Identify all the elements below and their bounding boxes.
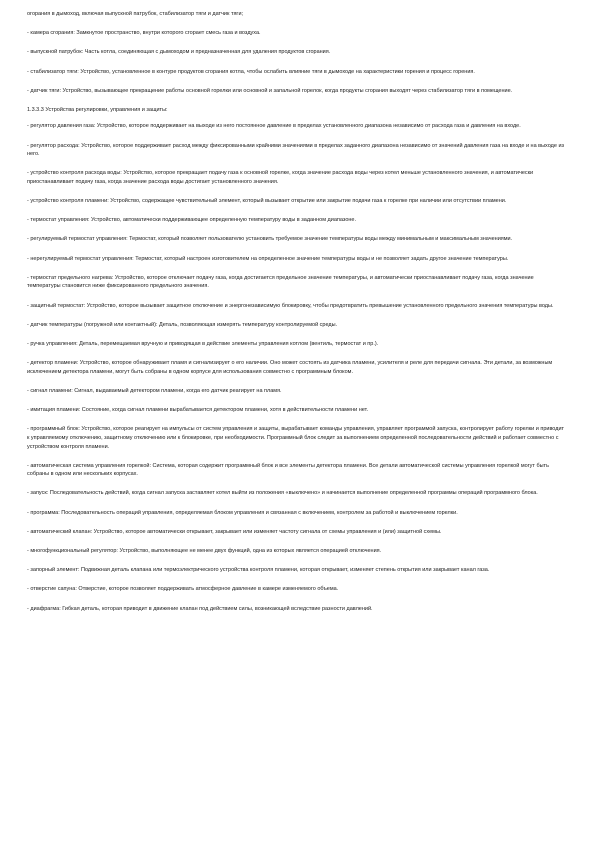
paragraph-24: - автоматический клапан: Устройство, которое автоматически открывает, закрывает или изменяет частоту сигнала от схемы управления и (или) защитной схемы. bbox=[27, 528, 442, 535]
paragraph-18: - сигнал пламени: Сигнал, выдаваемый детектором пламени, когда его датчик реагирует на пламя. bbox=[27, 387, 282, 394]
paragraph-26: - запорный элемент: Подвижная деталь клапана или термоэлектрического устройства контроля пламени, которая открывает, изменяет степень открытия или закрывает канал газа. bbox=[27, 567, 490, 574]
paragraph-11: - регулируемый термостат управления: Термостат, который позволяет пользователю установить требуемое значение температуры воды между минимальным и максимальным значениями. bbox=[27, 236, 513, 243]
paragraph-4: - датчик тяги: Устройство, вызывающее прекращение работы основной горелки или основной и запальной горелок, когда продукты сгорания выходят через стабилизатор тяги в помещение. bbox=[27, 87, 513, 94]
paragraph-22: - запуск: Последовательность действий, когда сигнал запуска заставляет котел выйти из положения «выключено» и начинается выполнение определенной программы операций программного блока. bbox=[27, 490, 538, 497]
paragraph-15: - датчик температуры (погружной или контактный): Деталь, позволяющая измерять температуру контролируемой среды. bbox=[27, 321, 338, 328]
paragraph-23: - программа: Последовательность операций управления, определяемая блоком управления и связанная с включением, контролем за работой и выключением горелки. bbox=[27, 509, 458, 516]
section-heading: 1.3.3.3 Устройства регулировки, управления и защиты: bbox=[27, 106, 168, 113]
paragraph-8: - устройство контроля расхода воды: Устройство, которое прекращает подачу газа к основной горелке, когда значение расхода воды через котел меньше установленного значения, и автоматически приостанавливает подачу газа, когда значение расхода воды достигает установленного значения. bbox=[27, 170, 534, 185]
paragraph-28: - диафрагма: Гибкая деталь, которая приводит в движение клапан под действием силы, возникающей вследствие разности давлений. bbox=[27, 605, 373, 612]
paragraph-10: - термостат управления: Устройство, автоматически поддерживающее определенную температуру воды в заданном диапазоне. bbox=[27, 217, 357, 224]
paragraph-20: - программный блок: Устройство, которое реагирует на импульсы от систем управления и защиты, вырабатывает команды управления, управляет программой запуска, контролирует работу горелки и приводит к управляемому отключению, защитному отключению или к блокировке, при необходимости. Программный блок следит за выполнением определенной последовательности действий и работает совместно с устройством контроля пламени. bbox=[27, 426, 565, 450]
paragraph-14: - защитный термостат: Устройство, которое вызывает защитное отключение и энергонезависимую блокировку, чтобы предотвратить превышение установленного предельного значения температуры воды. bbox=[27, 302, 554, 309]
paragraph-13: - термостат предельного нагрева: Устройство, которое отключает подачу газа, когда достигается предельное значение температуры, и автоматически приостанавливает подачу газа, когда значение температуры становится ниже фиксированного предельного значения. bbox=[27, 274, 534, 290]
paragraph-12: - нерегулируемый термостат управления: Термостат, который настроен изготовителем на определенное значение температуры воды и не позволяет задать другое значение температуры. bbox=[27, 255, 509, 262]
paragraph-3: - стабилизатор тяги: Устройство, установленное в контуре продуктов сгорания котла, чтобы ослабить влияние тяги в дымоходе на характеристики горения и процесс горения. bbox=[27, 68, 475, 75]
paragraph-27: - отверстие сапуна: Отверстие, которое позволяет поддерживать атмосферное давление в камере изменяемого объема. bbox=[27, 586, 339, 593]
paragraph-1: - камера сгорания: Замкнутое пространство, внутри которого сгорает смесь газа и воздуха. bbox=[27, 30, 261, 37]
paragraph-7: - регулятор расхода: Устройство, которое поддерживает расход между фиксированными крайними значениями в пределах заданного диапазона независимо от значений давления газа на входе и на выходе из него. bbox=[27, 142, 565, 158]
paragraph-25: - многофункциональный регулятор: Устройство, выполняющее не менее двух функций, одна из которых является операцией отключения. bbox=[27, 548, 382, 555]
paragraph-16: - ручка управления: Деталь, перемещаемая вручную и приводящая в действие элементы управления котлом (вентиль, термостат и пр.). bbox=[27, 340, 379, 347]
paragraph-17: - детектор пламени: Устройство, которое обнаруживает пламя и сигнализирует о его наличии. Оно может состоять из датчика пламени, усилителя и реле для передачи сигнала. Эти детали, за возможным исключением детектора пламени, могут быть собраны в одном корпусе для использования совместно с программным блоком. bbox=[27, 360, 553, 375]
paragraph-19: - имитация пламени: Состояние, когда сигнал пламени вырабатывается детектором пламени, хотя в действительности пламени нет. bbox=[27, 407, 369, 414]
paragraph-21: - автоматическая система управления горелкой: Система, которая содержит программный блок и все элементы детектора пламени. Все детали автоматической системы управления горелкой могут быть собраны в одном или нескольких корпусах. bbox=[27, 462, 549, 478]
paragraph-6: - регулятор давления газа: Устройство, которое поддерживает на выходе из него постоянное давление в пределах установленного диапазона независимо от расхода газа и давления на входе. bbox=[27, 123, 521, 130]
paragraph-9: - устройство контроля пламени: Устройство, содержащее чувствительный элемент, который вызывает открытие или закрытие подачи газа к горелке при наличии или отсутствии пламени. bbox=[27, 198, 507, 205]
paragraph-0: огорания в дымоход, включая выпускной патрубок, стабилизатор тяги и датчик тяги; bbox=[27, 11, 244, 17]
paragraph-2: - выпускной патрубок: Часть котла, соединяющая с дымоходом и предназначенная для удаления продуктов сгорания. bbox=[27, 49, 331, 56]
